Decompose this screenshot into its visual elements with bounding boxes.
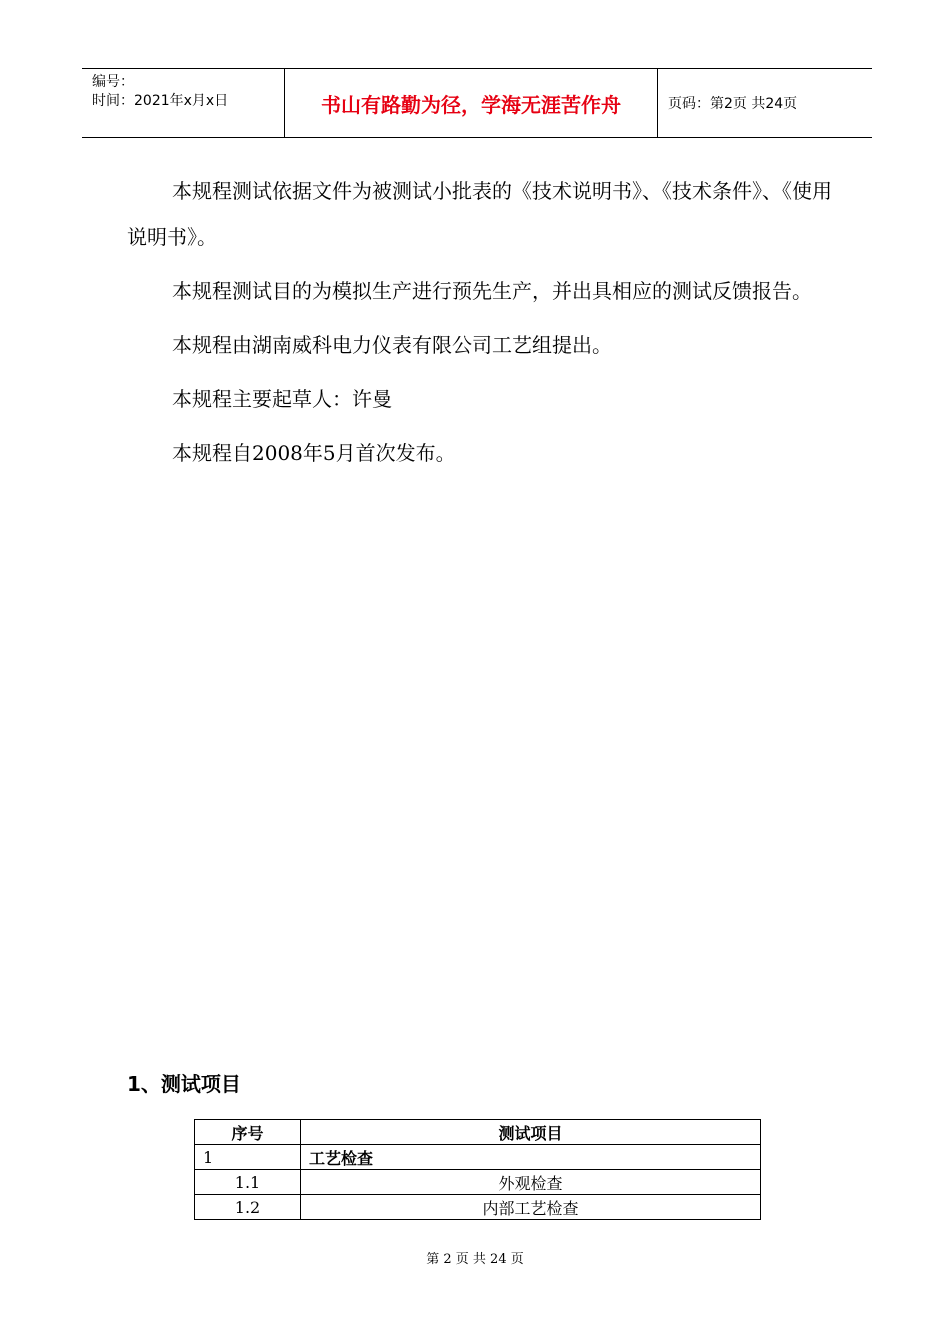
paragraph: 本规程主要起草人：许曼 — [172, 387, 392, 411]
row-number: 1.1 — [195, 1170, 301, 1195]
header-motto: 书山有路勤为径，学海无涯苦作舟 — [321, 92, 621, 117]
table-row — [195, 1145, 761, 1170]
header-page-info: 页码：第2页 共24页 — [668, 96, 798, 112]
column-header-item: 测试项目 — [301, 1120, 761, 1145]
paragraph: 本规程测试目的为模拟生产进行预先生产，并出具相应的测试反馈报告。 — [172, 279, 812, 303]
table-header-row — [195, 1120, 761, 1145]
row-number: 1.2 — [195, 1195, 301, 1220]
document-number: 编号： — [92, 74, 134, 90]
row-item: 工艺检查 — [301, 1145, 761, 1170]
table-row — [195, 1195, 761, 1220]
header-meta — [82, 69, 284, 137]
paragraph: 本规程由湖南威科电力仪表有限公司工艺组提出。 — [172, 333, 612, 357]
column-header-number: 序号 — [195, 1120, 301, 1145]
document-body — [127, 168, 832, 484]
document-time: 时间：2021年x月x日 — [92, 93, 229, 109]
row-item: 内部工艺检查 — [301, 1195, 761, 1220]
header-motto-cell — [284, 69, 658, 137]
row-item: 外观检查 — [301, 1170, 761, 1195]
table-row — [195, 1170, 761, 1195]
test-items-table — [194, 1119, 761, 1220]
paragraph: 本规程测试依据文件为被测试小批表的《技术说明书》、《技术条件》、《使用说明书》。 — [127, 179, 832, 249]
page-header — [82, 68, 872, 138]
paragraph: 本规程自2008年5月首次发布。 — [172, 441, 456, 465]
page-footer: 第 2 页 共 24 页 — [426, 1252, 524, 1267]
row-number: 1 — [195, 1145, 301, 1170]
section-title: 1、测试项目 — [127, 1072, 241, 1096]
